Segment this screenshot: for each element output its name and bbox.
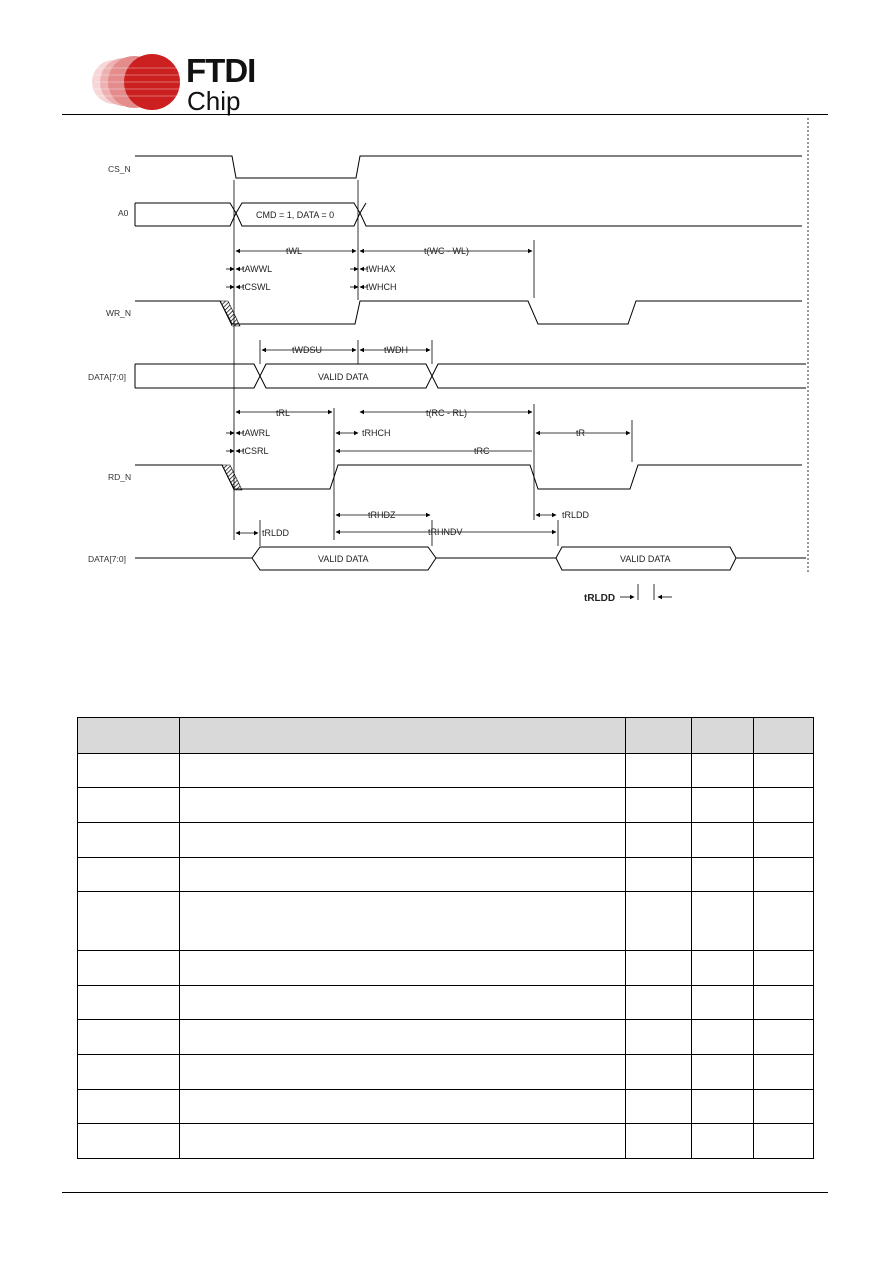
table-row — [78, 857, 814, 892]
table-row — [78, 1124, 814, 1159]
data-read-bus-top — [135, 547, 806, 558]
header-cell — [692, 718, 754, 754]
read-valid-data-label-2: VALID DATA — [620, 554, 671, 564]
signal-data-read: DATA[7:0] — [88, 554, 126, 564]
label-tawwl: tAWWL — [242, 264, 273, 274]
label-twl: tWL — [286, 246, 303, 256]
label-twdsu: tWDSU — [292, 345, 322, 355]
label-trldd-1: tRLDD — [262, 528, 290, 538]
signal-wr-n: WR_N — [106, 308, 132, 318]
label-tr: tR — [576, 428, 585, 438]
label-tcsrl: tCSRL — [242, 446, 269, 456]
label-trhdz: tRHDZ — [368, 510, 396, 520]
table-header-row — [78, 718, 814, 754]
table-row — [78, 1020, 814, 1055]
read-valid-data-label-1: VALID DATA — [318, 554, 369, 564]
label-twdh: tWDH — [384, 345, 408, 355]
table-row — [78, 788, 814, 823]
rd-hatch — [222, 465, 242, 490]
timing-diagram — [0, 118, 892, 608]
data-write-bus-top — [135, 364, 806, 376]
signal-rd-n: RD_N — [108, 472, 132, 482]
label-trhndv: tRHNDV — [428, 527, 463, 537]
header-cell — [626, 718, 692, 754]
label-trl: tRL — [276, 408, 291, 418]
table-row — [78, 892, 814, 951]
table-row — [78, 951, 814, 986]
header-cell — [180, 718, 626, 754]
label-trldd-legend: tRLDD — [584, 593, 616, 604]
label-twhch: tWHCH — [366, 282, 397, 292]
table-row — [78, 1055, 814, 1090]
table-row — [78, 753, 814, 788]
label-twc-wl: t(WC - WL) — [424, 246, 469, 256]
a0-waveform-bottom — [135, 213, 802, 226]
data-write-bus-bottom — [135, 376, 806, 388]
ftdi-chip-logo — [92, 50, 262, 116]
logo-text-ftdi: FTDI — [186, 52, 256, 89]
header-cell — [78, 718, 180, 754]
label-trc-rl: t(RC - RL) — [426, 408, 467, 418]
parameter-table — [77, 717, 814, 1159]
table-row — [78, 985, 814, 1020]
label-tawrl: tAWRL — [242, 428, 271, 438]
label-trhch: tRHCH — [362, 428, 391, 438]
label-tcswl: tCSWL — [242, 282, 271, 292]
label-trldd-2: tRLDD — [562, 510, 590, 520]
wr-hatch — [220, 301, 240, 326]
signal-data-write: DATA[7:0] — [88, 372, 126, 382]
signal-cs-n: CS_N — [108, 164, 131, 174]
cs-n-waveform — [135, 156, 802, 178]
table-row — [78, 822, 814, 857]
logo-text-chip: Chip — [187, 86, 241, 116]
header-rule — [62, 114, 828, 115]
label-twhax: tWHAX — [366, 264, 396, 274]
table-row — [78, 1089, 814, 1124]
write-valid-data-label: VALID DATA — [318, 372, 369, 382]
signal-a0: A0 — [118, 208, 129, 218]
a0-state-label: CMD = 1, DATA = 0 — [256, 210, 335, 220]
label-trc: tRC — [474, 446, 490, 456]
footer-rule — [62, 1192, 828, 1193]
header-cell — [754, 718, 814, 754]
